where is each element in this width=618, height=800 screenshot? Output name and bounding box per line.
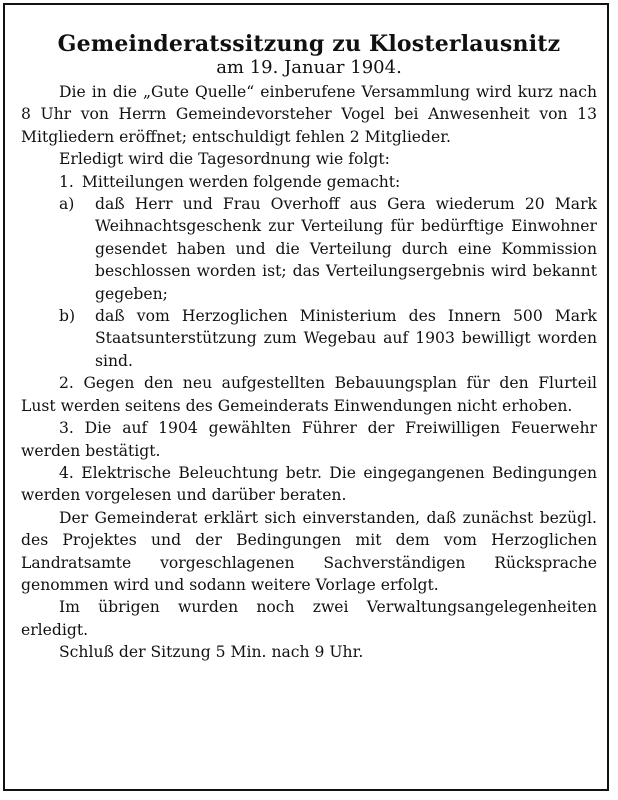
agenda-intro: Erledigt wird die Tagesordnung wie folgt: [59, 150, 390, 169]
intro-paragraph: Die in die „Gute Quelle“ einberufene Versammlung wird kurz nach 8 Uhr von Herrn Gemeindevorsteher Vogel bei Anwesenheit von 13 Mitgliedern eröffnet; entschuldigt fehlen 2 Mitglieder. [21, 83, 597, 146]
agenda-item-1b-text: daß vom Herzoglichen Ministerium des Innern 500 Mark Staatsunterstützung zum Wegebau auf 1903 bewilligt worden sind. [95, 307, 597, 370]
council-paragraph: Der Gemeinderat erklärt sich einverstanden, daß zunächst bezügl. des Projektes und der Bedingungen mit dem vom Herzoglichen Landratsamte vorgeschlagenen Sachverständigen Rücksprache genommen wird und sodann weitere Vorlage erfolgt. [21, 508, 597, 594]
newspaper-clipping [3, 3, 609, 791]
article-title: Gemeinderatssitzung zu Klosterlausnitz [57, 31, 561, 57]
agenda-item-4: 4. Elektrische Beleuchtung betr. Die eingegangenen Bedingungen werden vorgelesen und darüber beraten. [21, 463, 597, 505]
agenda-item-2: 2. Gegen den neu aufgestellten Bebauungsplan für den Flurteil Lust werden seitens des Gemeinderats Einwendungen nicht erhoben. [21, 374, 597, 415]
agenda-item-1-text: Mitteilungen werden folgende gemacht: [81, 172, 401, 191]
agenda-item-1a [21, 193, 597, 305]
misc-paragraph: Im übrigen wurden noch zwei Verwaltungsangelegenheiten erledigt. [21, 598, 597, 639]
agenda-item-1 [21, 171, 597, 193]
agenda-item-1a-text: daß Herr und Frau Overhoff aus Gera wiederum 20 Mark Weihnachtsgeschenk zur Verteilung für bedürftige Einwohner gesendet haben und die Verteilung durch eine Kommission beschlossen worden ist; das Verteilungsergebnis wird bekannt gegeben; [95, 195, 597, 303]
agenda-item-3: 3. Die auf 1904 gewählten Führer der Freiwilligen Feuerwehr werden bestätigt. [21, 419, 597, 460]
article-date: am 19. Januar 1904. [216, 57, 402, 78]
agenda-item-1-number: 1. [59, 172, 74, 191]
closing-line: Schluß der Sitzung 5 Min. nach 9 Uhr. [59, 643, 364, 662]
agenda-item-1b-label: b) [59, 307, 76, 326]
agenda-item-1a-label: a) [59, 195, 75, 214]
agenda-item-1b [21, 305, 597, 372]
